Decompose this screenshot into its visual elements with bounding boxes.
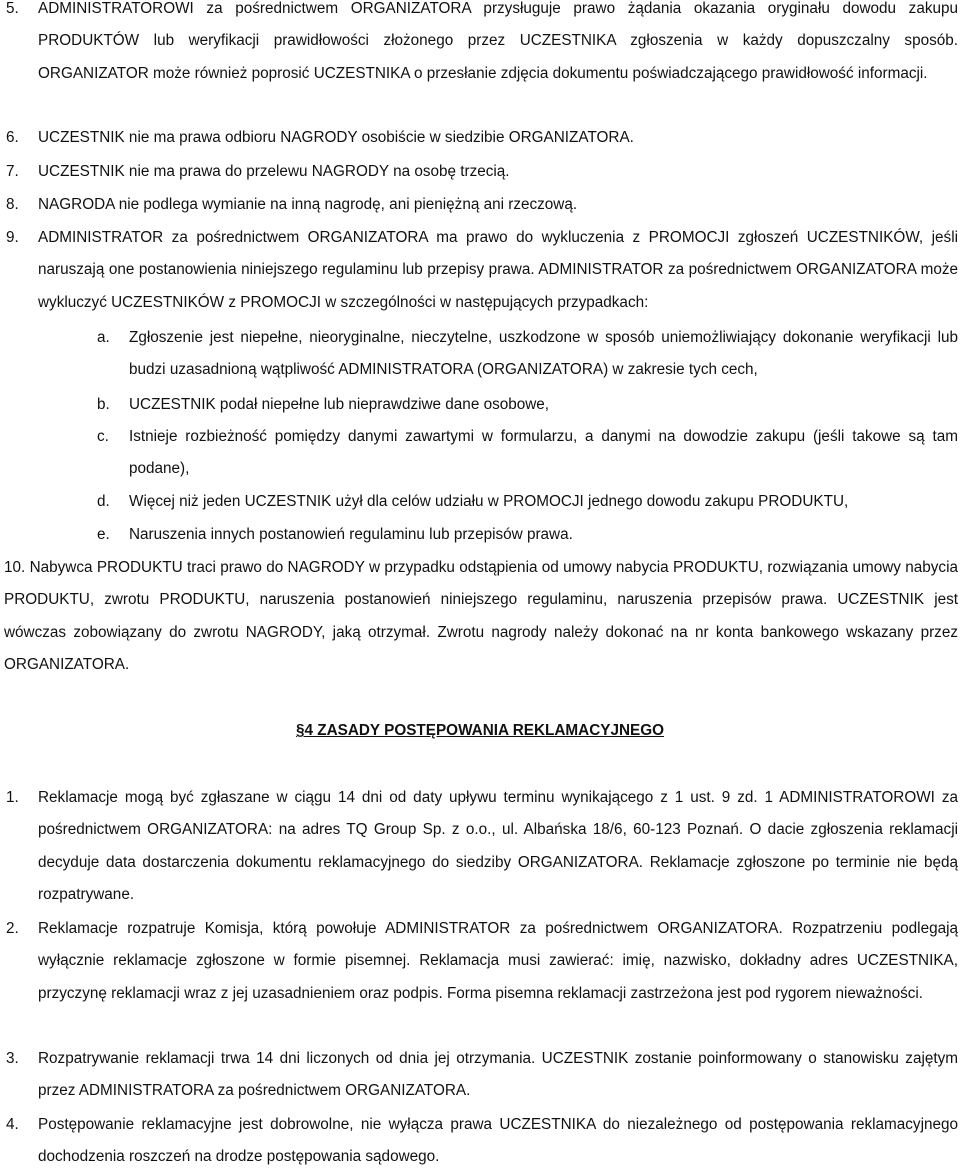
paragraph-text: Rozpatrywanie reklamacji trwa 14 dni liczonych od dnia jej otrzymania. UCZESTNIK zostanie poinformowany o stanowisku zajętym przez ADMINISTRATORA za pośrednictwem ORGANIZATORA. [38,1050,958,1100]
subparagraph-text: Naruszenia innych postanowień regulaminu lub przepisów prawa. [129,526,573,543]
paragraph-number: 6. [6,129,19,146]
paragraph-6 [0,122,958,154]
subparagraph-e [97,519,958,551]
subparagraph-letter: a. [97,329,110,346]
subparagraph-text: UCZESTNIK podał niepełne lub nieprawdziwe dane osobowe, [129,396,550,413]
subparagraph-letter: c. [97,428,109,445]
section4-paragraph-1 [0,782,958,911]
paragraph-text: Reklamacje rozpatruje Komisja, którą powołuje ADMINISTRATOR za pośrednictwem ORGANIZATORA. Rozpatrzeniu podlegają wyłącznie reklamacje zgłoszone w formie pisemnej. Reklamacja musi zawierać: imię, nazwisko, dokładny adres UCZESTNIKA, przyczynę reklamacji wraz z jej uzasadnieniem oraz podpis. Forma pisemna reklamacji zastrzeżona jest pod rygorem nieważności. [38,920,958,1002]
subparagraph-b [97,389,958,421]
paragraph-text: NAGRODA nie podlega wymianie na inną nagrodę, ani pieniężną ani rzeczową. [38,196,578,213]
subparagraph-text: Istnieje rozbieżność pomiędzy danymi zawartymi w formularzu, a danymi na dowodzie zakupu (jeśli takowe są tam podane), [129,428,958,478]
section4-paragraph-4 [0,1109,958,1174]
paragraph-9 [0,222,958,319]
subparagraph-letter: e. [97,526,110,543]
paragraph-number: 10. [4,559,26,576]
paragraph-number: 8. [6,196,19,213]
subparagraph-text: Więcej niż jeden UCZESTNIK użył dla celów udziału w PROMOCJI jednego dowodu zakupu PRODUKTU, [129,493,849,510]
paragraph-text: Reklamacje mogą być zgłaszane w ciągu 14 dni od daty upływu terminu wynikającego z 1 ust. 9 zd. 1 ADMINISTRATOROWI za pośrednictwem ORGANIZATORA: na adres TQ Group Sp. z o.o., ul. Albańska 18/6, 60-123 Poznań. O dacie zgłoszenia reklamacji decyduje data dostarczenia dokumentu reklamacyjnego do siedziby ORGANIZATORA. Reklamacje zgłoszone po terminie nie będą rozpatrywane. [38,789,958,903]
subparagraph-d [97,486,958,518]
paragraph-number: 9. [6,229,19,246]
paragraph-text: UCZESTNIK nie ma prawa odbioru NAGRODY osobiście w siedzibie ORGANIZATORA. [38,129,634,146]
paragraph-text: ADMINISTRATOROWI za pośrednictwem ORGANIZATORA przysługuje prawo żądania okazania oryginału dowodu zakupu PRODUKTÓW lub weryfikacji prawidłowości złożonego przez UCZESTNIKA zgłoszenia w każdy dopuszczalny sposób. ORGANIZATOR może również poprosić UCZESTNIKA o przesłanie zdjęcia dokumentu poświadczającego prawidłowość informacji. [38,0,958,82]
paragraph-number: 3. [6,1050,19,1067]
paragraph-10 [4,552,958,681]
subparagraph-text: Zgłoszenie jest niepełne, nieoryginalne, nieczytelne, uszkodzone w sposób uniemożliwiający dokonanie weryfikacji lub budzi uzasadnioną wątpliwość ADMINISTRATORA (ORGANIZATORA) w zakresie tych cech, [129,329,958,379]
paragraph-8 [0,189,958,221]
subparagraph-a [97,322,958,387]
section-title: §4 ZASADY POSTĘPOWANIA REKLAMACYJNEGO [295,722,665,739]
subparagraph-letter: b. [97,396,110,413]
paragraph-number: 4. [6,1116,19,1133]
subparagraph-c [97,421,958,486]
paragraph-number: 7. [6,163,19,180]
paragraph-text: ADMINISTRATOR za pośrednictwem ORGANIZATORA ma prawo do wykluczenia z PROMOCJI zgłoszeń UCZESTNIKÓW, jeśli naruszają one postanowienia niniejszego regulaminu lub przepisy prawa. ADMINISTRATOR za pośrednictwem ORGANIZATORA może wykluczyć UCZESTNIKÓW z PROMOCJI w szczególności w następujących przypadkach: [38,229,958,311]
paragraph-5 [0,0,958,90]
section4-paragraph-2 [0,913,958,1010]
paragraph-7 [0,156,958,188]
paragraph-number: 2. [6,920,19,937]
paragraph-text: UCZESTNIK nie ma prawa do przelewu NAGRODY na osobę trzecią. [38,163,510,180]
paragraph-number: 1. [6,789,19,806]
paragraph-text: Postępowanie reklamacyjne jest dobrowolne, nie wyłącza prawa UCZESTNIKA do niezależnego od postępowania reklamacyjnego dochodzenia roszczeń na drodze postępowania sądowego. [38,1116,958,1166]
paragraph-text: Nabywca PRODUKTU traci prawo do NAGRODY w przypadku odstąpienia od umowy nabycia PRODUKTU, rozwiązania umowy nabycia PRODUKTU, zwrotu PRODUKTU, naruszenia postanowień niniejszego regulaminu, naruszenia przepisów prawa. UCZESTNIK jest wówczas zobowiązany do zwrotu NAGRODY, jaką otrzymał. Zwrotu nagrody należy dokonać na nr konta bankowego wskazany przez ORGANIZATORA. [4,559,958,673]
section4-paragraph-3 [0,1043,958,1108]
subparagraph-letter: d. [97,493,110,510]
paragraph-number: 5. [6,0,19,17]
